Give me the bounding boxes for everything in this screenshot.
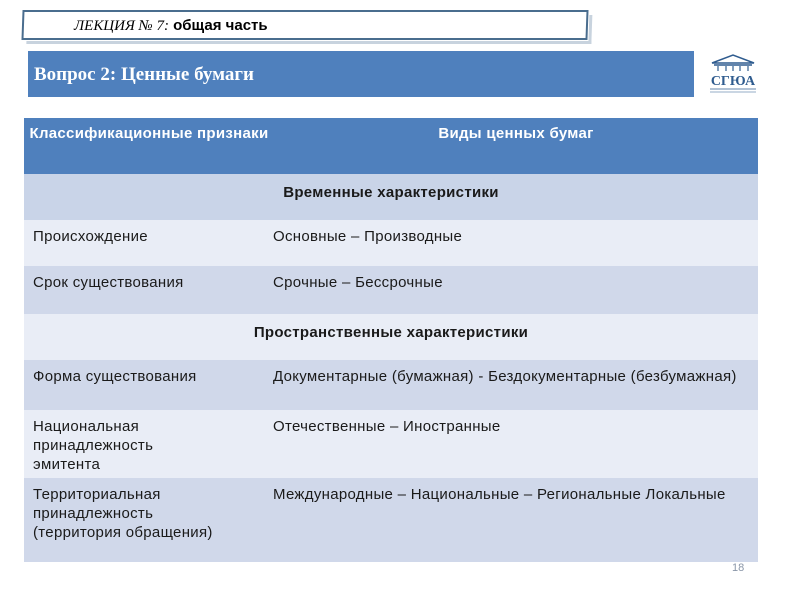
page-number: 18: [732, 562, 745, 574]
section-row: [24, 174, 758, 220]
feature-cell: Национальная принадлежность эмитента: [33, 418, 154, 473]
table-row: [24, 478, 758, 562]
column-header-kinds: Виды ценных бумаг: [438, 125, 594, 142]
securities-table: [24, 118, 758, 562]
section-title: Пространственные характеристики: [253, 324, 529, 341]
table-row: [24, 410, 758, 478]
kinds-cell: Срочные – Бессрочные: [273, 274, 443, 291]
column-header-features: Классификационные признаки: [29, 125, 269, 142]
kinds-cell: Основные – Производные: [273, 228, 463, 245]
section-row: [24, 314, 758, 360]
feature-cell: Срок существования: [33, 274, 184, 291]
university-logo: [702, 51, 764, 97]
feature-cell: Форма существования: [33, 368, 197, 385]
svg-text:СГЮА: СГЮА: [710, 74, 756, 89]
table-row: [24, 220, 758, 266]
kinds-cell: Документарные (бумажная) - Бездокументарные (безбумажная): [273, 368, 737, 385]
section-title: Временные характеристики: [283, 184, 499, 201]
kinds-cell: Отечественные – Иностранные: [273, 418, 501, 435]
table-row: [24, 360, 758, 410]
kinds-cell: Международные – Национальные – Региональные Локальные: [273, 486, 726, 503]
lecture-label: ЛЕКЦИЯ № 7: общая часть: [74, 17, 268, 34]
table-row: [24, 266, 758, 314]
table-header-row: [24, 118, 758, 174]
feature-cell: Происхождение: [33, 228, 148, 245]
feature-cell: Территориальная принадлежность (территория обращения): [33, 486, 213, 541]
page-title: Вопрос 2: Ценные бумаги: [34, 64, 254, 85]
